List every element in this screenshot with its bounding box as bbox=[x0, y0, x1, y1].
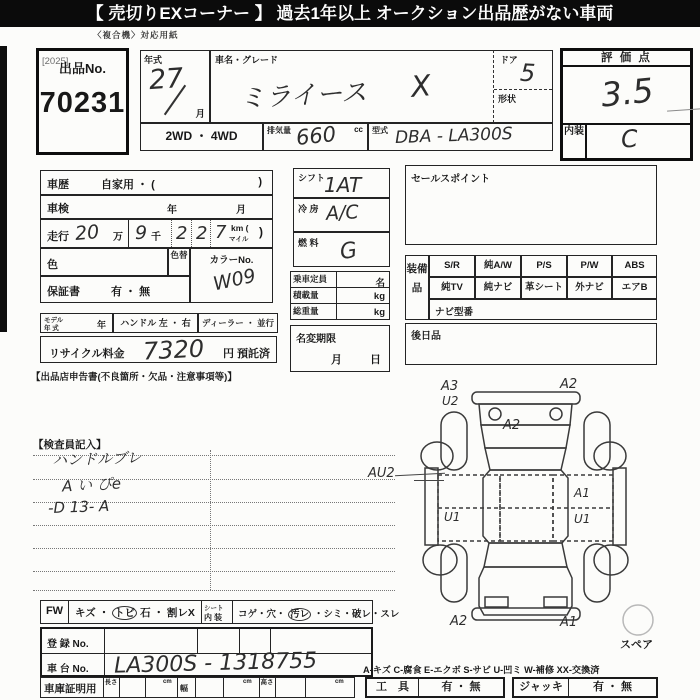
lot-watermark: [2025] bbox=[42, 56, 69, 67]
color-row bbox=[40, 248, 168, 276]
garage-div2 bbox=[119, 678, 120, 697]
navi-model-cell bbox=[429, 299, 657, 320]
mile-label: マイル bbox=[229, 236, 249, 243]
weight-label: 総重量 bbox=[291, 304, 337, 319]
model-year-cell bbox=[40, 313, 113, 333]
inspector-note-3: -D 13- A bbox=[47, 496, 110, 518]
garage-cm1: cm bbox=[163, 679, 172, 685]
mileage-d1: 2 bbox=[176, 223, 188, 244]
displacement-cell bbox=[263, 123, 368, 151]
fw-items bbox=[75, 605, 195, 620]
displacement-value: 660 bbox=[294, 121, 338, 151]
chassis-value: LA300S - 1318755 bbox=[113, 648, 318, 679]
mileage-row bbox=[40, 219, 273, 248]
mileage-close: ) bbox=[259, 225, 263, 239]
later-items-label: 後日品 bbox=[411, 331, 441, 342]
garage-label: 車庫証明用 bbox=[44, 683, 97, 695]
tool-box bbox=[365, 677, 505, 698]
tool-value: 有 ・ 無 bbox=[441, 681, 481, 693]
lot-box bbox=[36, 48, 129, 155]
damage-mark-1: A3 bbox=[441, 379, 459, 394]
fw-items-post: 石 ・ 割レX bbox=[140, 607, 195, 619]
seat-items bbox=[238, 606, 399, 620]
lot-number: 70231 bbox=[39, 87, 126, 119]
equip-sr: S/R bbox=[429, 255, 475, 277]
recycle-label: リサイクル料金 bbox=[49, 348, 125, 360]
registration-box bbox=[40, 627, 373, 677]
mileage-dot2 bbox=[191, 220, 192, 247]
capacity-row bbox=[290, 271, 390, 288]
seat-items-post: ・シミ・破レ・スレ bbox=[313, 609, 400, 620]
recycle-row bbox=[40, 334, 277, 366]
name-change-label: 名変期限 bbox=[296, 334, 336, 345]
jack-box bbox=[512, 677, 658, 698]
door-value: 5 bbox=[519, 58, 537, 88]
header-bar: 【 売切りEXコーナー 】 過去1年以上 オークション出品歴がない車両 bbox=[0, 0, 700, 27]
recycle-suffix: 円 預託済 bbox=[222, 348, 270, 360]
equip-leather: 革シート bbox=[521, 277, 567, 299]
damage-mark-7: U1 bbox=[444, 510, 461, 524]
mileage-div1 bbox=[128, 220, 129, 247]
fw-items-pre: キズ ・ bbox=[75, 607, 110, 619]
paper-note: 〈複合機〉対応用紙 bbox=[93, 30, 179, 40]
seat-label-top: シート bbox=[204, 605, 224, 612]
inspector-divider bbox=[210, 450, 211, 590]
model-year-label-bottom: 年 式 bbox=[44, 325, 59, 332]
equip-tv: 純TV bbox=[429, 277, 475, 299]
seat-circled-item: 汚レ bbox=[290, 609, 310, 620]
damage-mark-9: A2 bbox=[450, 614, 468, 629]
mileage-d2: 2 bbox=[196, 223, 208, 244]
color-label: 色 bbox=[47, 259, 58, 271]
fuel-box bbox=[293, 232, 390, 267]
damage-legend: A-キズ C-腐食 E-エクボ S-サビ U-凹ミ W-補修 XX-交換済 bbox=[363, 665, 600, 675]
inspector-rule-4 bbox=[33, 525, 395, 526]
model-year-label-top: モデル bbox=[44, 317, 64, 324]
model-code-cell bbox=[368, 123, 553, 151]
damage-mark-8: U1 bbox=[574, 512, 591, 526]
navi-model-label: ナビ型番 bbox=[435, 307, 474, 318]
garage-div5 bbox=[195, 678, 196, 697]
garage-cm3: cm bbox=[335, 679, 344, 685]
left-edge-stripe bbox=[0, 46, 7, 332]
model-code-value: DBA - LA300S bbox=[394, 123, 513, 149]
garage-div9 bbox=[305, 678, 306, 697]
dealer-cell: ディーラー ・ 並行 bbox=[198, 313, 278, 333]
inspector-label: 【検査員記入】 bbox=[33, 439, 107, 451]
shaken-row bbox=[40, 195, 273, 219]
color-no-label: カラーNo. bbox=[209, 255, 254, 266]
month-label: 月 bbox=[195, 109, 205, 120]
jack-label: ジャッキ bbox=[514, 679, 569, 696]
declaration-label: 【出品店申告書(不良箇所・欠品・注意事項等)】 bbox=[31, 372, 237, 383]
registration-label: 登 録 No. bbox=[47, 639, 89, 650]
garage-height-label: 高さ bbox=[260, 679, 274, 686]
garage-div8 bbox=[275, 678, 276, 697]
fw-row bbox=[40, 600, 400, 624]
chassis-label: 車 台 No. bbox=[47, 664, 89, 675]
seat-cell bbox=[201, 601, 233, 623]
color-no-box bbox=[190, 248, 273, 303]
displacement-unit: cc bbox=[354, 125, 363, 134]
garage-row bbox=[40, 677, 355, 698]
name-change-month: 月 bbox=[331, 354, 342, 366]
tool-label: 工 具 bbox=[367, 679, 419, 696]
year-label: 年式 bbox=[144, 55, 163, 65]
interior-label: 内装 bbox=[563, 123, 587, 158]
sales-point-label: セールスポイント bbox=[411, 174, 491, 185]
seat-label-bottom: 内装 bbox=[204, 613, 224, 622]
inspector-rule-6 bbox=[33, 571, 395, 572]
vehicle-name-value: ミライース bbox=[238, 77, 368, 115]
load-row bbox=[290, 287, 390, 304]
fuel-value: G bbox=[338, 237, 359, 266]
weight-unit: kg bbox=[373, 307, 385, 318]
displacement-label: 排気量 bbox=[267, 126, 291, 135]
lot-label: 出品No. bbox=[59, 61, 106, 76]
equipment-label: 装備品 bbox=[405, 255, 429, 320]
equip-navi: 純ナビ bbox=[475, 277, 521, 299]
capacity-unit: 名 bbox=[375, 278, 385, 289]
equip-pw: P/W bbox=[567, 255, 612, 277]
shift-value: 1AT bbox=[324, 173, 362, 197]
jack-value: 有 ・ 無 bbox=[592, 681, 633, 693]
garage-div6 bbox=[223, 678, 224, 697]
inspector-rule-7 bbox=[33, 590, 395, 591]
damage-mark-3: A2 bbox=[560, 377, 578, 392]
color-change-cell: 色替 bbox=[168, 248, 190, 276]
mileage-dot1 bbox=[171, 220, 172, 247]
load-label: 積載量 bbox=[291, 288, 337, 303]
history-label: 車歴 bbox=[47, 179, 69, 191]
reg-label-divider bbox=[104, 629, 105, 675]
vehicle-grade-value: X bbox=[409, 68, 433, 104]
shift-label: シフト bbox=[298, 173, 326, 183]
recycle-value: 7320 bbox=[142, 334, 205, 366]
name-change-box bbox=[290, 325, 390, 372]
history-close: ) bbox=[258, 176, 262, 188]
inspector-note-2: A い ぴe bbox=[61, 474, 122, 496]
model-year-unit: 年 bbox=[96, 320, 106, 330]
shape-label: 形状 bbox=[498, 94, 517, 104]
shift-box bbox=[293, 168, 390, 198]
weight-row bbox=[290, 303, 390, 320]
seat-items-pre: コゲ・穴・ bbox=[238, 609, 286, 620]
inspector-rule-5 bbox=[33, 548, 395, 549]
garage-cm2: cm bbox=[243, 679, 252, 685]
fw-label: FW bbox=[41, 601, 69, 623]
equip-ps: P/S bbox=[521, 255, 567, 277]
sales-point-box bbox=[405, 165, 657, 245]
mileage-man-value: 20 bbox=[74, 220, 101, 246]
grade-title: 評 価 点 bbox=[563, 51, 690, 67]
ac-value: A/C bbox=[325, 201, 360, 225]
warranty-row bbox=[40, 276, 190, 303]
mileage-sen-value: 9 bbox=[135, 222, 148, 244]
man-unit: 万 bbox=[113, 232, 123, 243]
warranty-value: 有 ・ 無 bbox=[111, 286, 151, 298]
door-shape-divider bbox=[494, 89, 552, 90]
capacity-label: 乗車定員 bbox=[291, 272, 337, 287]
fw-circled-item: トビ bbox=[114, 607, 136, 619]
damage-mark-2: U2 bbox=[442, 394, 459, 408]
spare-label: スペア bbox=[620, 639, 653, 651]
history-value: 自家用 ・ ( bbox=[101, 179, 155, 191]
shaken-month: 月 bbox=[236, 205, 246, 216]
inspector-note-1: ハンドルブレ bbox=[51, 448, 142, 470]
ac-box bbox=[293, 198, 390, 232]
reg-cell-div1 bbox=[197, 629, 198, 653]
drive-cell: 2WD ・ 4WD bbox=[140, 123, 263, 151]
vehicle-name-cell bbox=[210, 50, 493, 123]
sen-unit: 千 bbox=[151, 232, 161, 243]
shaken-label: 車検 bbox=[47, 203, 69, 215]
year-cell bbox=[140, 50, 210, 123]
grade-pen-tail bbox=[667, 107, 700, 111]
name-change-day: 日 bbox=[370, 354, 381, 366]
equip-abs: ABS bbox=[612, 255, 657, 277]
damage-mark-4: A2 bbox=[503, 418, 521, 433]
damage-mark-6: A1 bbox=[574, 486, 590, 500]
history-row bbox=[40, 170, 273, 195]
garage-div4 bbox=[177, 678, 178, 697]
grade-score: 3.5 bbox=[599, 70, 656, 115]
fuel-label: 燃 料 bbox=[298, 238, 319, 248]
year-value: 27 bbox=[147, 62, 185, 97]
damage-mark-5-stroke2 bbox=[414, 480, 444, 481]
vehicle-name-label: 車名・グレード bbox=[215, 55, 279, 65]
grade-box bbox=[560, 48, 693, 161]
load-unit: kg bbox=[373, 291, 385, 302]
garage-div3 bbox=[145, 678, 146, 697]
mileage-label: 走行 bbox=[47, 231, 69, 243]
interior-value: C bbox=[620, 124, 639, 154]
handle-cell: ハンドル 左 ・ 右 bbox=[113, 313, 198, 333]
model-code-label: 型式 bbox=[372, 126, 388, 135]
garage-length-label: 長さ bbox=[104, 679, 118, 686]
mileage-d3: 7 bbox=[215, 222, 227, 243]
equip-extnavi: 外ナビ bbox=[567, 277, 612, 299]
warranty-label: 保証書 bbox=[47, 286, 80, 298]
door-label: ドア bbox=[500, 55, 518, 65]
ac-label: 冷 房 bbox=[298, 204, 319, 214]
damage-mark-10: A1 bbox=[560, 615, 578, 630]
shaken-year: 年 bbox=[167, 205, 177, 216]
equip-airbag: エアB bbox=[612, 277, 657, 299]
later-items-box bbox=[405, 323, 657, 365]
mileage-dot3 bbox=[210, 220, 211, 247]
damage-mark-5: AU2 bbox=[368, 466, 395, 481]
km-label: km ( bbox=[231, 223, 249, 233]
equip-aw: 純A/W bbox=[475, 255, 521, 277]
garage-width-label: 幅 bbox=[180, 684, 188, 693]
color-no-value: W09 bbox=[211, 264, 258, 296]
door-shape-cell bbox=[493, 50, 553, 123]
